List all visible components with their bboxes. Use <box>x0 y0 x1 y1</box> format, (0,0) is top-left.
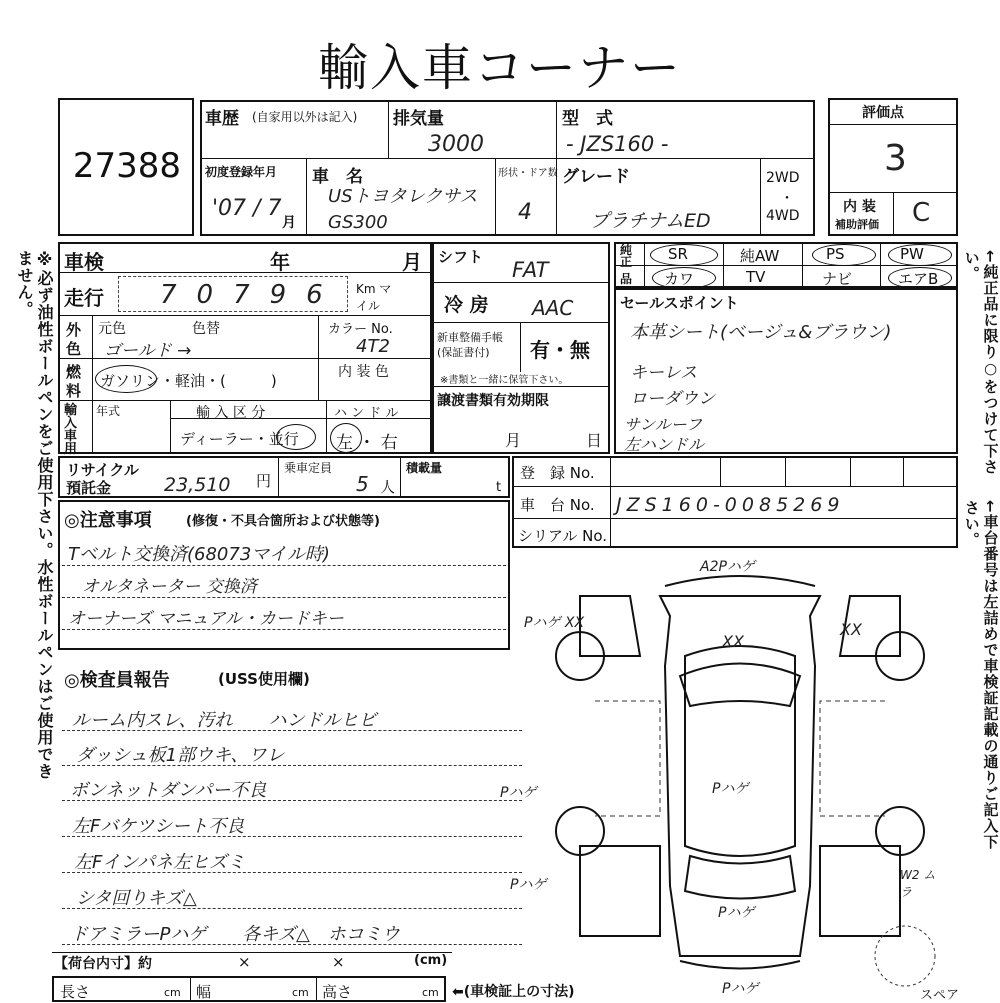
note-line-3: オーナーズ マニュアル・カードキー <box>68 609 344 629</box>
fuel-selected-circle <box>95 365 157 393</box>
first-reg-label: 初度登録年月 <box>205 165 278 179</box>
report-line-4: 左Fバケツシート不良 <box>72 816 245 837</box>
fuel-label-1: 燃 <box>66 363 82 381</box>
import-year-label: 年式 <box>96 404 121 418</box>
note-line-2: オルタネーター 交換済 <box>82 577 257 597</box>
ac-label: 冷 房 <box>444 294 489 316</box>
first-reg-value: '07 / 7 <box>212 196 282 221</box>
mark-right-front: XX <box>840 620 862 639</box>
circle-leather <box>652 267 716 289</box>
handle-value: 左 ・ 右 <box>336 433 398 453</box>
interior-label: 内 装 <box>843 199 876 215</box>
sales-point-4: サンルーフ <box>624 415 703 434</box>
mark-left-side: Pハゲ <box>500 785 537 801</box>
capacity-label: 乗車定員 <box>284 461 333 475</box>
transfer-month: 月 <box>505 431 522 450</box>
lot-number: 27388 <box>72 146 182 186</box>
notes-sub: (修復・不具合箇所および状態等) <box>186 514 380 529</box>
car-name-label: 車 名 <box>312 167 363 187</box>
car-roof <box>685 646 795 856</box>
rear-bumper <box>680 961 800 969</box>
sales-point-2: キーレス <box>630 363 698 383</box>
report-line-2: ダッシュ板1部ウキ、ワレ <box>76 745 285 766</box>
mileage-unit: Km マイル <box>356 282 392 313</box>
option-sr: SR <box>668 245 688 263</box>
right-notice-top: ←純正品に限り○をつけて下さい。 <box>962 250 1000 475</box>
dims-width: 幅 <box>196 983 212 1001</box>
color-no-value: 4T2 <box>356 336 390 357</box>
model-value: - JZS160 - <box>566 132 669 156</box>
shift-label: シフト <box>438 248 484 266</box>
option-tv: TV <box>746 268 766 286</box>
import-car-label: 輸入車用 <box>64 403 78 457</box>
spare-label: スペア <box>920 988 960 1003</box>
sales-point-1: 本革シート(ベージュ&ブラウン) <box>630 322 892 343</box>
drive-2wd: 2WD <box>766 170 800 186</box>
chassis-no-value: JZS160-0085269 <box>616 494 845 516</box>
inspection-month: 月 <box>402 250 422 274</box>
mileage-label: 走行 <box>64 286 104 310</box>
mark-roof: Pハゲ <box>712 781 749 797</box>
dims-row <box>52 976 446 1002</box>
notes-label: ◎注意事項 <box>64 510 152 531</box>
sales-point-5: 左ハンドル <box>624 435 705 454</box>
rating-value: 3 <box>884 138 907 179</box>
exterior-color-value: ゴールド → <box>104 341 192 361</box>
car-name-value: USトヨタレクサス GS300 <box>328 186 478 233</box>
option-navi: ナビ <box>822 270 853 288</box>
side-door-dashes-left <box>595 701 660 816</box>
genuine-label-1: 純正 <box>620 243 633 269</box>
report-line-5: 左Fインパネ左ヒズミ <box>74 852 246 873</box>
left-notice: ※必ず油性ボールペンをご使用下さい。水性ボールペンはご使用できません。 <box>15 250 54 780</box>
option-aw: 純AW <box>740 247 780 265</box>
grade-label: グレード <box>562 167 630 187</box>
mark-hood: XX <box>722 632 744 651</box>
dims-note: ⬅(車検証上の寸法) <box>452 984 575 1000</box>
import-type-value: ディーラー・並行 <box>180 430 299 448</box>
mark-right-rear: W2 ムラ <box>900 868 936 899</box>
transfer-label: 譲渡書類有効期限 <box>437 393 549 409</box>
option-airbag: エアB <box>898 270 939 288</box>
sales-points-label: セールスポイント <box>620 294 739 312</box>
exterior-label-2: 色 <box>66 340 82 358</box>
mark-front: A2Pハゲ <box>700 559 755 575</box>
load-label: 積載量 <box>406 461 443 475</box>
option-leather: カワ <box>664 270 695 288</box>
displacement-value: 3000 <box>428 132 484 157</box>
reg-no-label: 登 録 No. <box>520 464 595 482</box>
dims-height: 高さ <box>322 983 353 1001</box>
handle-label: ハ ン ド ル <box>334 406 399 421</box>
handle-circle <box>330 423 362 453</box>
report-line-6: シタ回りキズ△ <box>76 888 197 909</box>
manual-value: 有・無 <box>530 338 590 362</box>
recycle-label-2: 預託金 <box>66 479 112 497</box>
doors-value: 4 <box>518 200 532 225</box>
mark-left-front: Pハゲ XX <box>524 615 585 631</box>
capacity-value: 5 <box>356 472 369 496</box>
dims-length: 長さ <box>60 983 91 1001</box>
serial-no-label: シリアル No. <box>518 527 608 545</box>
dims-length-cm: cm <box>164 986 181 999</box>
recycle-unit: 円 <box>256 472 272 490</box>
report-line-3: ボンネットダンパー不良 <box>70 780 267 801</box>
car-diagram <box>520 556 960 996</box>
drive-dot: ・ <box>780 191 794 207</box>
report-sub: (USS使用欄) <box>218 670 310 688</box>
dims-width-cm: cm <box>292 986 309 999</box>
doors-label: 形状・ドア数 <box>498 168 558 179</box>
manual-label: 新車整備手帳 (保証書付) <box>437 331 503 359</box>
circle-sr <box>650 244 718 266</box>
import-type-label: 輸 入 区 分 <box>196 405 266 421</box>
inspection-year: 年 <box>270 250 290 274</box>
interior-value: C <box>912 198 931 228</box>
manual-note: ※書類と一緒に保管下さい。 <box>440 375 569 386</box>
report-line-1: ルーム内スレ、汚れ ハンドルヒビ <box>72 710 377 731</box>
right-notice-bottom: ←車台番号は左詰めで車検証記載の通りご記入下さい。 <box>962 500 1000 850</box>
option-ps: PS <box>826 245 845 263</box>
left-rear-panel <box>580 846 660 936</box>
left-fender <box>580 596 640 656</box>
fuel-options: ガソリン・軽油・( ) <box>100 372 277 390</box>
rear-window <box>685 856 795 899</box>
mileage-value: 70796 <box>160 280 343 310</box>
capacity-unit: 人 <box>380 478 396 496</box>
circle-pw <box>888 244 952 266</box>
history-label: 車歴 <box>205 109 239 129</box>
recycle-value: 23,510 <box>164 474 231 496</box>
cargo-label: 【荷台内寸】約 <box>54 956 152 972</box>
dims-height-cm: cm <box>422 986 439 999</box>
genuine-label-2: 品 <box>620 272 633 286</box>
load-unit: t <box>496 480 502 495</box>
transfer-day: 日 <box>586 431 603 450</box>
recycle-label-1: リサイクル <box>66 461 139 479</box>
mark-trunk: Pハゲ <box>718 905 755 921</box>
windshield <box>680 664 800 707</box>
chassis-no-label: 車 台 No. <box>520 496 595 514</box>
grade-value: プラチナムED <box>590 210 711 232</box>
front-bumper <box>665 576 815 586</box>
side-door-dashes-right <box>820 701 885 816</box>
note-line-1: Tベルト交換済(68073マイル時) <box>68 544 330 565</box>
import-type-circle <box>276 424 316 450</box>
mark-rear-bumper: Pハゲ <box>722 981 759 997</box>
history-note: (自家用以外は記入) <box>252 110 358 124</box>
repaint-label: 色替 <box>192 321 220 337</box>
cargo-x1: × <box>238 953 251 971</box>
interior-color-label: 内 装 色 <box>338 364 389 380</box>
ac-value: AAC <box>532 296 574 320</box>
cargo-x2: × <box>332 953 345 971</box>
cargo-unit: (cm) <box>414 953 448 968</box>
page-title: 輸入車コーナー <box>318 39 682 97</box>
color-no-label: カラー No. <box>328 322 393 337</box>
original-color-label: 元色 <box>98 321 126 337</box>
report-label: ◎検査員報告 <box>64 670 170 691</box>
exterior-label-1: 外 <box>66 321 82 339</box>
circle-airbag <box>888 267 952 289</box>
option-pw: PW <box>900 245 924 263</box>
report-line-7: ドアミラーPハゲ 各キズ△ ホコミウ <box>70 924 400 945</box>
circle-ps <box>812 244 876 266</box>
sales-point-3: ローダウン <box>630 389 715 409</box>
first-reg-month: 月 <box>282 215 296 231</box>
drive-4wd: 4WD <box>766 208 800 224</box>
displacement-label: 排気量 <box>393 109 444 129</box>
mark-left-rear: Pハゲ <box>510 877 547 893</box>
interior-sub: 補助評価 <box>835 218 879 231</box>
rating-label: 評価点 <box>862 105 904 121</box>
right-rear-panel <box>820 846 900 936</box>
fuel-label-2: 料 <box>66 382 82 400</box>
shift-value: FAT <box>512 258 549 282</box>
model-label: 型 式 <box>562 109 613 129</box>
inspection-label: 車検 <box>64 250 104 274</box>
